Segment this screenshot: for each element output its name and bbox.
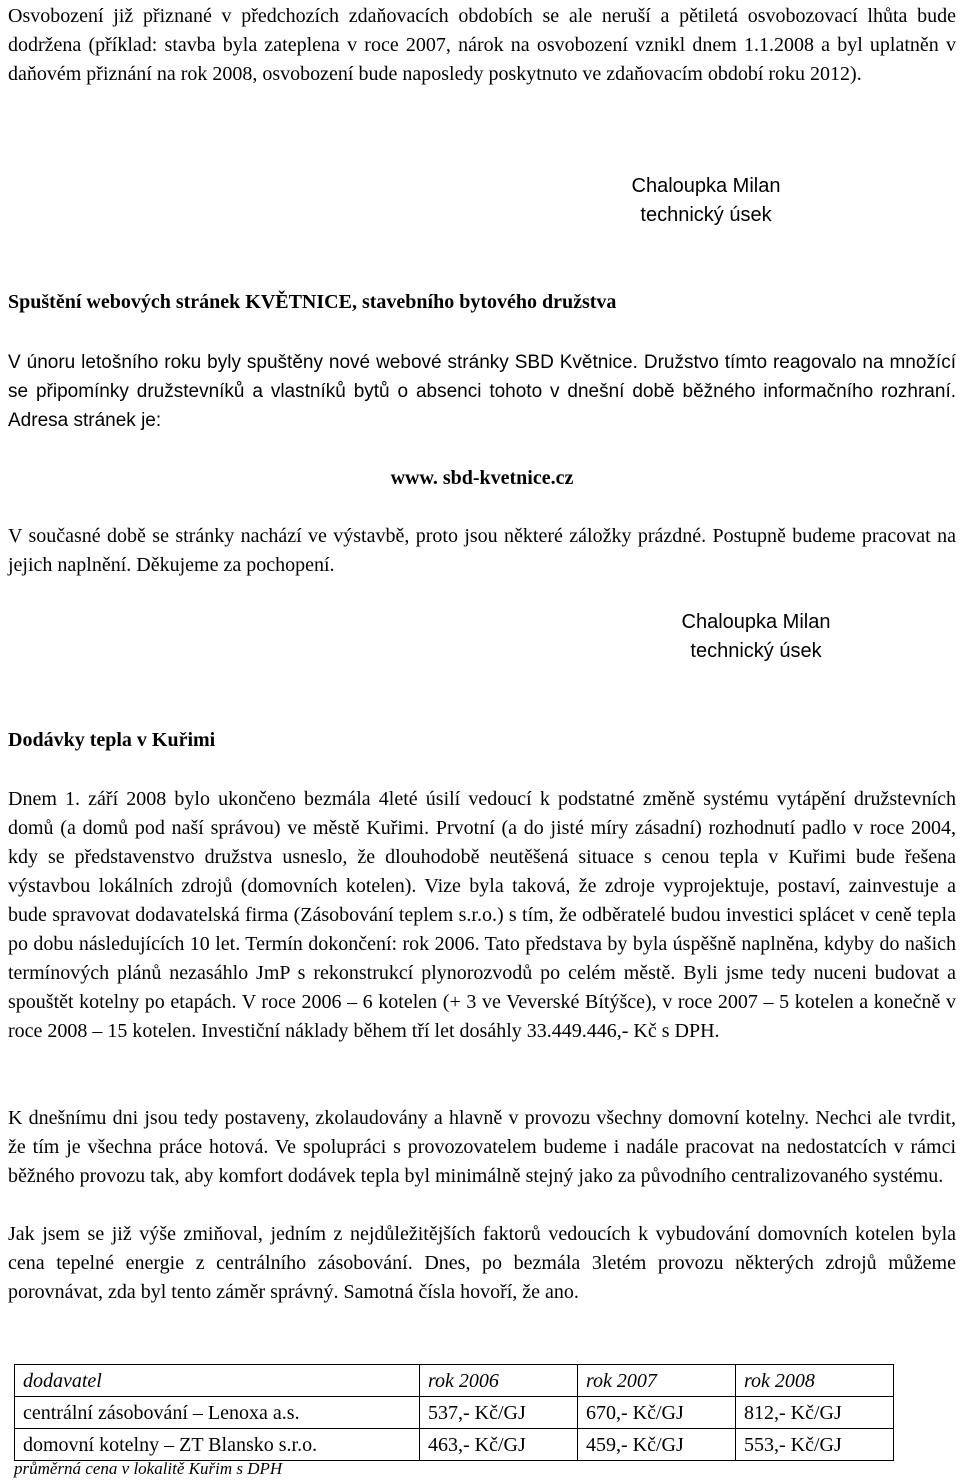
signature-block-2: [626, 608, 886, 666]
header-cell: rok 2007: [578, 1365, 736, 1397]
heat-article-paragraph-3: Jak jsem se již výše zmiňoval, jedním z nejdůležitějších faktorů vedoucích k vybudování domovních kotelen byla cena tepelné energie z centrálního zásobování. Dnes, po bezmála 3letém provozu některých zdrojů můžeme porovnávat, zda byl tento záměr správný. Samotná čísla hovoří, že ano.: [8, 1223, 956, 1303]
heat-article-heading: Dodávky tepla v Kuřimi: [8, 729, 216, 751]
table-cell: 553,- Kč/GJ: [736, 1429, 894, 1461]
heat-article-paragraph-1: Dnem 1. září 2008 bylo ukončeno bezmála 4leté úsilí vedoucí k podstatné změně systému vytápění družstevních domů (a domů pod naší správou) ve městě Kuřimi. Prvotní (a do jisté míry zásadní) rozhodnutí padlo v roce 2004, kdy se představenstvo družstva usneslo, že dlouhodobě neutěšená situace s cenou tepla v Kuřimi bude řešena výstavbou lokálních zdrojů (domovních kotelen). Vize byla taková, že zdroje vyprojektuje, postaví, zainvestuje a bude spravovat dodavatelská firma (Zásobování teplem s.r.o.) s tím, že odběratelé budou investici splácet v ceně tepla po dobu následujících 10 let. Termín dokončení: rok 2006. Tato představa by byla úspěšně naplněna, kdyby do našich termínových plánů nezasáhlo JmP s rekonstrukcí plynorozvodů po celém městě. Byli jsme tedy nuceni budovat a spouštět kotelny po etapách. V roce 2006 – 6 kotelen (+ 3 ve Veverské Bítýšce), v roce 2007 – 5 kotelen a konečně v roce 2008 – 15 kotelen. Investiční náklady během tří let dosáhly 33.449.446,- Kč s DPH.: [8, 788, 956, 1042]
table-cell: 459,- Kč/GJ: [578, 1429, 736, 1461]
signature-department: technický úsek: [640, 204, 772, 226]
table-header-row: [15, 1365, 894, 1397]
intro-paragraph: Osvobození již přiznané v předchozích zdaňovacích obdobích se ale neruší a pětiletá osvobozovací lhůta bude dodržena (příklad: stavba byla zateplena v roce 2007, nárok na osvobození vznikl dnem 1.1.2008 a byl uplatněn v daňovém přiznání na rok 2008, osvobození bude naposledy poskytnuto ve zdaňovacím období roku 2012).: [8, 5, 956, 85]
header-cell: dodavatel: [15, 1365, 420, 1397]
signature-department: technický úsek: [690, 640, 822, 662]
signature-name: Chaloupka Milan: [631, 175, 781, 197]
table-cell: 812,- Kč/GJ: [736, 1397, 894, 1429]
web-article-heading: Spuštění webových stránek KVĚTNICE, stavebního bytového družstva: [8, 291, 617, 313]
web-article-paragraph: V únoru letošního roku byly spuštěny nové webové stránky SBD Květnice. Družstvo tímto reagovalo na množící se připomínky družstevníků a vlastníků bytů o absenci tohoto v dnešní době běžného informačního rozhraní. Adresa stránek je:: [8, 352, 956, 431]
table-caption: průměrná cena v lokalitě Kuřim s DPH: [14, 1459, 283, 1478]
header-cell: rok 2006: [420, 1365, 578, 1397]
heat-article-paragraph-2: K dnešnímu dni jsou tedy postaveny, zkolaudovány a hlavně v provozu všechny domovní kotelny. Nechci ale tvrdit, že tím je všechna práce hotová. Ve spolupráci s provozovatelem budeme i nadále pracovat na nedostatcích v rámci běžného provozu tak, aby komfort dodávek tepla byl minimálně stejný jako za původního centralizovaného systému.: [8, 1107, 956, 1187]
signature-block-1: [576, 172, 836, 230]
price-table: [14, 1364, 894, 1461]
table-cell: 670,- Kč/GJ: [578, 1397, 736, 1429]
table-cell: 463,- Kč/GJ: [420, 1429, 578, 1461]
table-row: [15, 1429, 894, 1461]
signature-name: Chaloupka Milan: [681, 611, 831, 633]
table-cell: domovní kotelny – ZT Blansko s.r.o.: [15, 1429, 420, 1461]
website-url: www. sbd-kvetnice.cz: [390, 467, 574, 489]
table-cell: 537,- Kč/GJ: [420, 1397, 578, 1429]
table-cell: centrální zásobování – Lenoxa a.s.: [15, 1397, 420, 1429]
table-row: [15, 1397, 894, 1429]
header-cell: rok 2008: [736, 1365, 894, 1397]
web-article-closing: V současné době se stránky nachází ve výstavbě, proto jsou některé záložky prázdné. Postupně budeme pracovat na jejich naplnění. Děkujeme za pochopení.: [8, 525, 956, 576]
